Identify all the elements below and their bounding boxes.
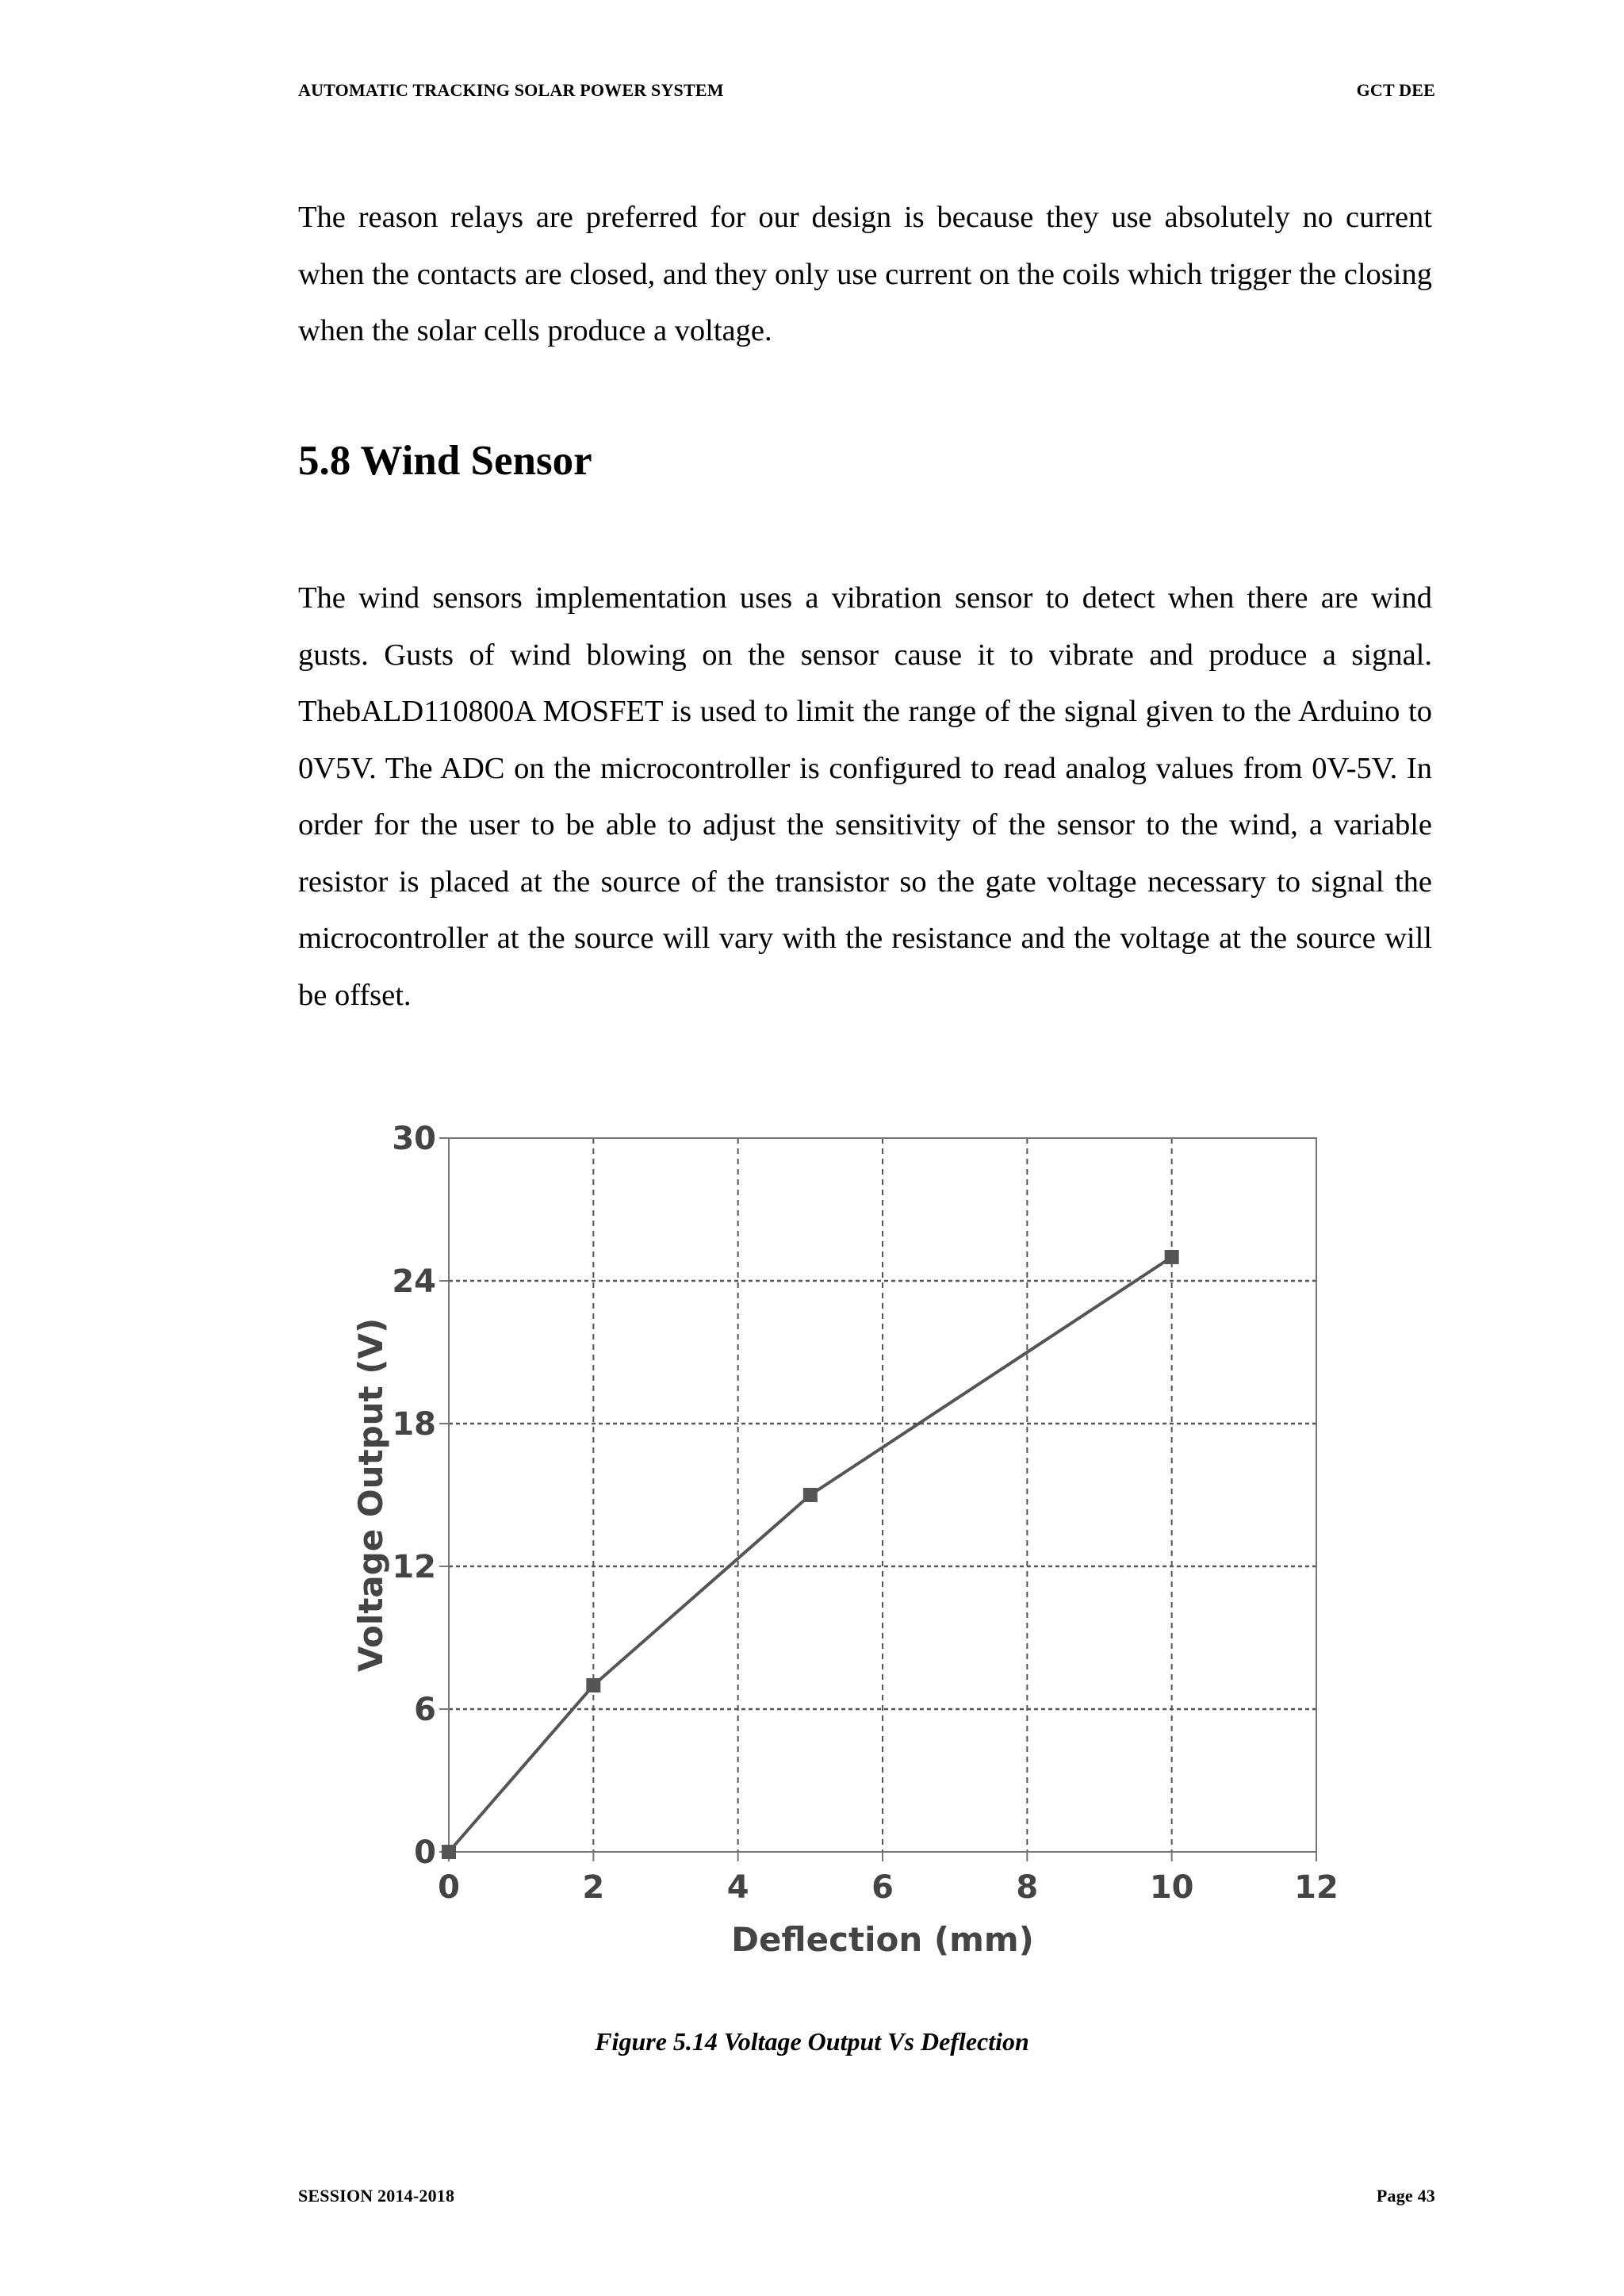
y-tick-label: 6: [414, 1692, 436, 1728]
x-axis-title: Deflection (mm): [731, 1920, 1034, 1959]
x-tick-label: 4: [726, 1869, 749, 1906]
data-series-line: [449, 1257, 1172, 1852]
data-point-marker: [803, 1488, 818, 1502]
document-title: AUTOMATIC TRACKING SOLAR POWER SYSTEM: [298, 80, 724, 100]
data-point-marker: [586, 1678, 600, 1692]
department-label: GCT DEE: [1356, 80, 1435, 100]
page-footer: [298, 2186, 1435, 2206]
session-label: SESSION 2014-2018: [298, 2186, 455, 2206]
y-tick-label: 0: [414, 1834, 436, 1871]
y-tick-label: 24: [392, 1263, 436, 1300]
x-tick-label: 2: [582, 1869, 605, 1906]
x-tick-label: 8: [1016, 1869, 1039, 1906]
data-point-marker: [442, 1845, 456, 1859]
data-point-marker: [1165, 1250, 1179, 1264]
page-number: Page 43: [1376, 2186, 1435, 2206]
y-tick-label: 12: [392, 1549, 436, 1585]
y-tick-label: 30: [392, 1121, 436, 1157]
x-tick-label: 10: [1149, 1869, 1194, 1906]
voltage-deflection-chart: [349, 1098, 1364, 2003]
page-header: [298, 80, 1435, 101]
section-paragraph: The wind sensors implementation uses a vibration sensor to detect when there are wind gusts. Gusts of wind blowing on the sensor cause it to vibrate and produce a signal. ThebALD110800A MOSFET is used to limit the range of the signal given to the Arduino to 0V5V. The ADC on the microcontroller is configured to read analog values from 0V-5V. In order for the user to be able to adjust the sensitivity of the sensor to the wind, a variable resistor is placed at the source of the transistor so the gate voltage necessary to signal the microcontroller at the source will vary with the resistance and the voltage at the source will be offset.: [298, 581, 1432, 1012]
x-tick-label: 6: [871, 1869, 894, 1906]
figure-caption: Figure 5.14 Voltage Output Vs Deflection: [595, 2027, 1029, 2056]
x-tick-label: 12: [1294, 1869, 1339, 1906]
section-heading: 5.8 Wind Sensor: [298, 438, 592, 484]
y-axis-title: Voltage Output (V): [351, 1317, 390, 1673]
x-tick-label: 0: [438, 1869, 460, 1906]
y-tick-label: 18: [392, 1406, 436, 1443]
intro-paragraph: The reason relays are preferred for our design is because they use absolutely no current when the contacts are closed, and they only use current on the coils which trigger the closing when the solar cells produce a voltage.: [298, 201, 1432, 347]
